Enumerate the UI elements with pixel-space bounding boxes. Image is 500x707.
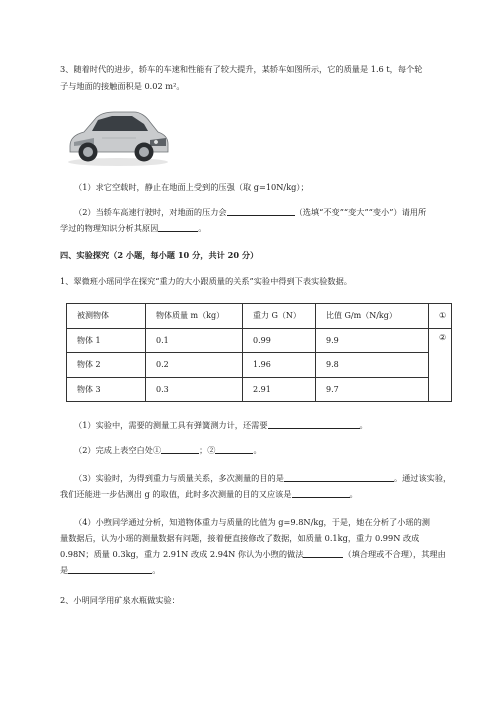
experiment-2-intro: 2、小明同学用矿泉水瓶做实验： xyxy=(60,595,180,605)
e1-sub-question-4-line-4 xyxy=(60,564,160,576)
e1-sub-question-4: （4）小煦同学通过分析，知道物体重力与质量的比值为 g=9.8N/kg，于是，她在分析了小瑶的测 xyxy=(74,517,430,527)
table-cell: 1.96 xyxy=(243,353,316,378)
table-cell: 9.8 xyxy=(316,353,429,378)
q3-sub-question-2-cont xyxy=(60,222,206,234)
table-header-row xyxy=(67,304,452,329)
q3-sub2-options: （选填“不变”“变大”“变小”）请用所 xyxy=(294,207,427,217)
data-table xyxy=(66,303,452,402)
e1-sub-question-2 xyxy=(74,444,262,456)
e1-s2-text: （2）完成上表空白处① xyxy=(74,445,162,455)
q3-line-2: 子与地面的接触面积是 0.02 m²。 xyxy=(60,81,185,91)
punctuation: 。 xyxy=(349,489,358,499)
table-header-blank-1: ① xyxy=(429,304,452,329)
answer-blank[interactable] xyxy=(68,564,152,574)
table-cell: 9.7 xyxy=(316,377,429,402)
answer-blank[interactable] xyxy=(268,419,360,429)
section-title: 四、实验探究（2 小题，每小题 10 分，共计 20 分） xyxy=(60,250,259,260)
answer-blank[interactable] xyxy=(292,488,350,498)
punctuation: 。 xyxy=(253,445,262,455)
table-cell: 物体 3 xyxy=(67,377,146,402)
e1-s4-text: 是 xyxy=(60,565,69,575)
q3-line-1: 3、随着时代的进步，轿车的车速和性能有了较大提升，某轿车如图所示，它的质量是 1.6 t，每个轮 xyxy=(60,64,423,74)
table-cell: 0.2 xyxy=(146,353,243,378)
q3-sub-question-2 xyxy=(74,206,426,218)
e1-sub-question-3-cont xyxy=(60,488,358,500)
e1-s3-text: 。通过该实验， xyxy=(393,473,452,483)
e1-s1-text: （1）实验中，需要的测量工具有弹簧测力计，还需要 xyxy=(74,420,268,430)
answer-blank[interactable] xyxy=(158,222,198,232)
answer-blank[interactable] xyxy=(227,206,295,216)
table-cell: 9.9 xyxy=(316,328,429,353)
e1-s3-text: （3）实验时，为得到重力与质量关系，多次测量的目的是 xyxy=(74,473,284,483)
table-header-cell: 物体质量 m（kg） xyxy=(146,304,243,329)
e1-sub-question-3 xyxy=(74,472,451,484)
table-header-cell: 比值 G/m（N/kg） xyxy=(316,304,429,329)
e1-sub-question-1 xyxy=(74,419,368,431)
e1-s4-text: 0.98N；质量 0.3kg，重力 2.91N 改成 2.94N 你认为小煦的做法 xyxy=(60,549,304,559)
table-header-cell: 重力 G（N） xyxy=(243,304,316,329)
answer-blank[interactable] xyxy=(303,548,343,558)
q3-sub-question-1: （1）求它空载时，静止在地面上受到的压强（取 g=10N/kg）； xyxy=(74,182,309,192)
table-row xyxy=(67,377,452,402)
punctuation: 。 xyxy=(152,565,161,575)
table-cell: 0.99 xyxy=(243,328,316,353)
table-cell: 2.91 xyxy=(243,377,316,402)
e1-s4-text: （填合理或不合理），其理由 xyxy=(343,549,446,559)
answer-blank[interactable] xyxy=(284,472,394,482)
table-blank-2: ② xyxy=(429,328,452,402)
e1-s2-text: ；② xyxy=(199,445,216,455)
q3-sub2-text: （2）当轿车高速行驶时，对地面的压力会 xyxy=(74,207,227,217)
table-row xyxy=(67,328,452,353)
e1-sub-question-4-line-3 xyxy=(60,548,446,560)
table-cell: 0.1 xyxy=(146,328,243,353)
table-row xyxy=(67,353,452,378)
e1-sub-question-4-line-2: 量数据后，认为小瑶的测量数据有问题，接着便直接修改了数据，如质量 0.1kg，重力 0.99N 改成 xyxy=(60,533,420,543)
table-cell: 物体 2 xyxy=(67,353,146,378)
answer-blank[interactable] xyxy=(215,444,253,454)
table-cell: 物体 1 xyxy=(67,328,146,353)
table-cell: 0.3 xyxy=(146,377,243,402)
q3-sub2-text-cont: 学过的物理知识分析其原因 xyxy=(60,223,159,233)
car-image xyxy=(66,104,170,168)
punctuation: 。 xyxy=(359,420,368,430)
e1-s3-text-cont: 我们还能进一步估测出 g 的取值，此时多次测量的目的又应该是 xyxy=(60,489,292,499)
answer-blank[interactable] xyxy=(161,444,199,454)
experiment-1-intro: 1、翠微班小瑶同学在探究“重力的大小跟质量的关系”实验中得到下表实验数据。 xyxy=(60,276,352,286)
punctuation: 。 xyxy=(198,223,207,233)
table-header-cell: 被测物体 xyxy=(67,304,146,329)
